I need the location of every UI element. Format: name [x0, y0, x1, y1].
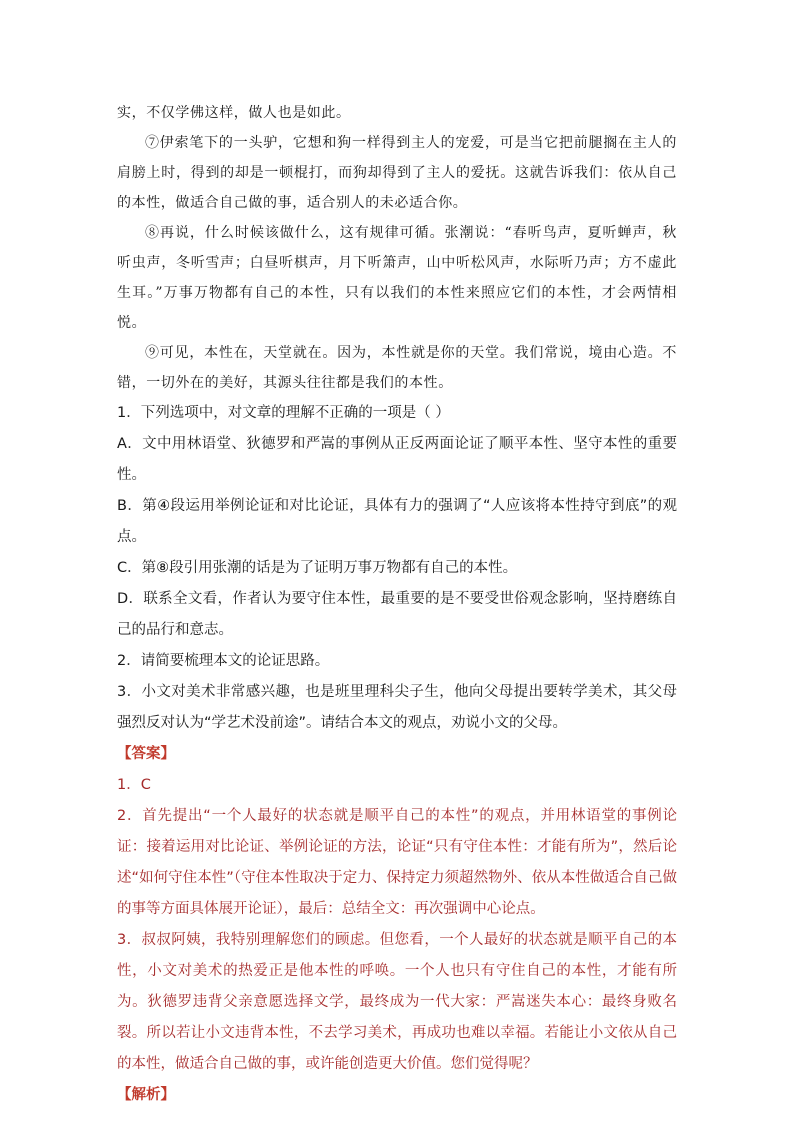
question-2: 2．请简要梳理本文的论证思路。	[117, 653, 330, 669]
question-1-option-c: C．第⑧段引用张潮的话是为了证明万事万物都有自己的本性。	[117, 560, 518, 576]
question-1-option-a: A．文中用林语堂、狄德罗和严嵩的事例从正反两面论证了顺平本性、坚守本性的重要性。	[117, 436, 677, 483]
answer-1: 1．C	[117, 777, 151, 793]
analysis-heading: 【解析】	[117, 1087, 175, 1103]
passage-paragraph-9: ⑨可见，本性在，天堂就在。因为，本性就是你的天堂。我们常说，境由心造。不错，一切外在的美好，其源头往往都是我们的本性。	[117, 345, 677, 391]
passage-paragraph-8: ⑧再说，什么时候该做什么，这有规律可循。张潮说：“春听鸟声，夏听蝉声，秋听虫声，冬听雪声；白昼听棋声，月下听箫声，山中听松风声，水际听乃声；方不虚此生耳。”万事万物都有自己的本性，只有以我们的本性来照应它们的本性，才会两情相悦。	[117, 225, 677, 331]
document-page	[117, 98, 677, 1111]
passage-paragraph-end: 实，不仅学佛这样，做人也是如此。	[117, 105, 351, 121]
question-3: 3．小文对美术非常感兴趣，也是班里理科尖子生，他向父母提出要转学美术，其父母强烈反对认为“学艺术没前途”。请结合本文的观点，劝说小文的父母。	[117, 684, 677, 731]
question-1-option-b: B．第④段运用举例论证和对比论证，具体有力的强调了“人应该将本性持守到底”的观点。	[117, 498, 677, 545]
answer-2: 2．首先提出“一个人最好的状态就是顺平自己的本性”的观点，并用林语堂的事例论证：接着运用对比论证、举例论证的方法，论证“只有守住本性：才能有所为”，然后论述“如何守住本性”（守住本性取决于定力、保持定力须超然物外、依从本性做适合自己做的事等方面具体展开论证），最后：总结全文：再次强调中心论点。	[117, 808, 677, 917]
passage-paragraph-7: ⑦伊索笔下的一头驴，它想和狗一样得到主人的宠爱，可是当它把前腿搁在主人的肩膀上时，得到的却是一顿棍打，而狗却得到了主人的爱抚。这就告诉我们：依从自己的本性，做适合自己做的事，适合别人的未必适合你。	[117, 135, 677, 211]
answer-3: 3．叔叔阿姨，我特别理解您们的顾虑。但您看，一个人最好的状态就是顺平自己的本性，小文对美术的热爱正是他本性的呼唤。一个人也只有守住自己的本性，才能有所为。狄德罗违背父亲意愿选择文学，最终成为一代大家：严嵩迷失本心：最终身败名裂。所以若让小文违背本性，不去学习美术，再成功也难以幸福。若能让小文依从自己的本性，做适合自己做的事，或许能创造更大价值。您们觉得呢？	[117, 932, 677, 1072]
question-1-option-d: D．联系全文看，作者认为要守住本性，最重要的是不要受世俗观念影响，坚持磨练自己的品行和意志。	[117, 591, 677, 638]
answer-heading: 【答案】	[117, 746, 175, 762]
question-1: 1．下列选项中，对文章的理解不正确的一项是（ ）	[117, 405, 450, 421]
